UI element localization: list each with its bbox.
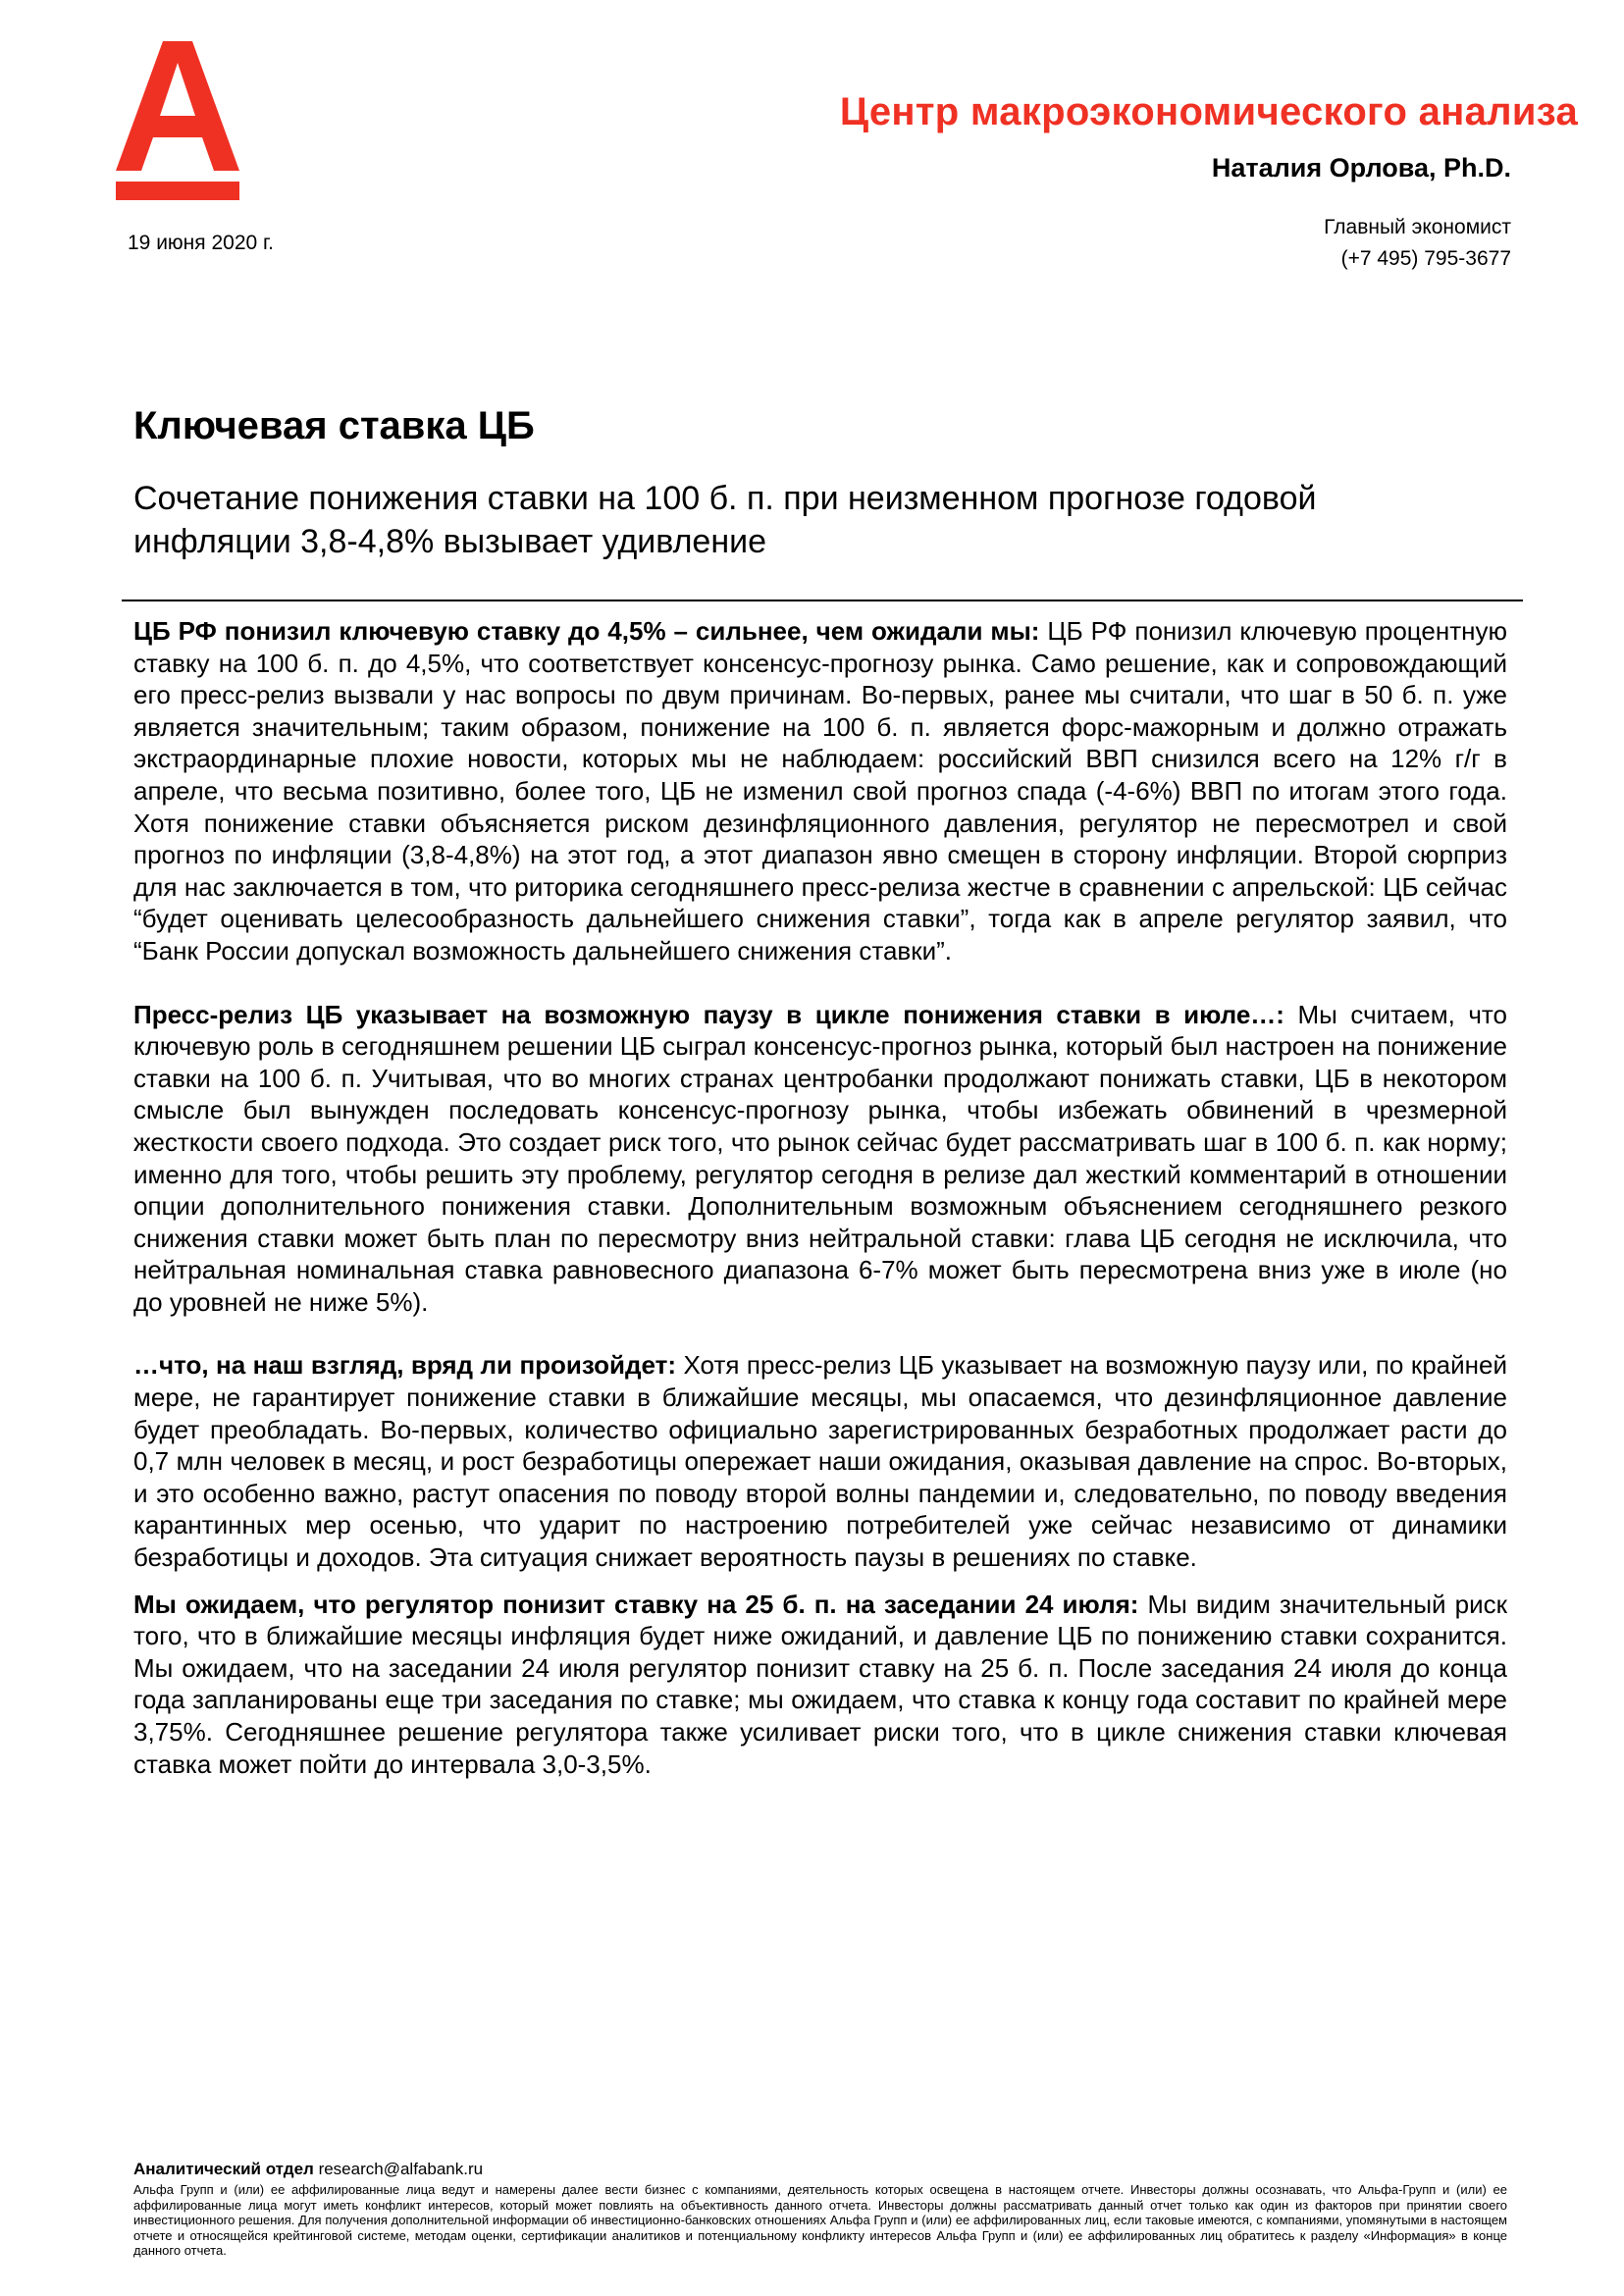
author-name: Наталия Орлова, Ph.D. <box>1211 153 1511 183</box>
disclaimer: Альфа Групп и (или) ее аффилированные лица ведут и намерены далее вести бизнес с компаниями, деятельность которых освещена в настоящем отчете. Инвесторы должны осознавать, что Альфа-Групп и (или) ее аффилированные лица могут иметь конфликт интересов, который может повлиять на объективность данного отчета. Инвесторы должны рассматривать данный отчет только как один из факторов при принятии своего инвестиционного решения. Для получения дополнительной информации об инвестиционно-банковских отношениях Альфа Групп и (или) ее аффилированных лиц, если таковые имеются, с компаниями, упомянутыми в настоящем отчете и относящейся крейтинговой системе, методам оценки, сертификации аналитиков и потенциальному конфликту интересов Альфа Групп и (или) ее аффилированных лиц обратитесь к разделу «Информация» в конце данного отчета. <box>133 2182 1507 2258</box>
footer-contact <box>133 2160 1507 2179</box>
paragraph-text: Мы видим значительный риск того, что в ближайшие месяцы инфляция будет ниже ожиданий, и давление ЦБ по понижению ставки сохранится. Мы ожидаем, что на заседании 24 июля регулятор понизит ставку на 25 б. п. После заседания 24 июля до конца года запланированы еще три заседания по ставке; мы ожидаем, что ставка к концу года составит по крайней мере 3,75%. Сегодняшнее решение регулятора также усиливает риски того, что в цикле снижения ставки ключевая ставка может пойти до интервала 3,0-3,5%. <box>133 1589 1507 1779</box>
paragraph-text: Хотя пресс-релиз ЦБ указывает на возможную паузу или, по крайней мере, не гарантирует понижение ставки в ближайшие месяцы, мы опасаемся, что дезинфляционное давление будет преобладать. Во-первых, количество официально зарегистрированных безработных продолжает расти до 0,7 млн человек в месяц, и рост безработицы опережает наши ожидания, оказывая давление на спрос. Во-вторых, и это особенно важно, растут опасения по поводу второй волны пандемии и, следовательно, по поводу введения карантинных мер осенью, что ударит по настроению потребителей уже сейчас независимо от динамики безработицы и доходов. Эта ситуация снижает вероятность паузы в решениях по ставке. <box>133 1350 1507 1573</box>
report-title: Ключевая ставка ЦБ <box>133 404 535 447</box>
report-subtitle: Сочетание понижения ставки на 100 б. п. при неизменном прогнозе годовой инфляции 3,8-4,8% вызывает удивление <box>133 480 1317 560</box>
paragraph-lead: Пресс-релиз ЦБ указывает на возможную паузу в цикле понижения ставки в июле…: <box>133 999 1284 1029</box>
paragraph <box>133 1589 1507 1781</box>
alfa-bank-logo-icon <box>116 41 239 200</box>
author-position: Главный экономист <box>1324 216 1511 238</box>
author-contact <box>1324 212 1511 275</box>
author-phone: (+7 495) 795-3677 <box>1340 247 1511 270</box>
paragraph-lead: …что, на наш взгляд, вряд ли произойдет: <box>133 1350 677 1381</box>
research-email[interactable]: research@alfabank.ru <box>318 2160 484 2178</box>
center-title: Центр макроэкономического анализа <box>839 90 1578 133</box>
report-date: 19 июня 2020 г. <box>128 232 274 254</box>
paragraph-text: Мы считаем, что ключевую роль в сегодняшнем решении ЦБ сыграл консенсус-прогноз рынка, который был настроен на понижение ставки на 100 б. п. Учитывая, что во многих странах центробанки продолжают понижать ставки, ЦБ в некотором смысле был вынужден последовать консенсус-прогнозу рынка, чтобы избежать обвинений в чрезмерной жесткости своего подхода. Это создает риск того, что рынок сейчас будет рассматривать шаг в 100 б. п. как норму; именно для того, чтобы решить эту проблему, регулятор сегодня в релизе дал жесткий комментарий в отношении опции дополнительного понижения ставки. Дополнительным возможным объяснением сегодняшнего резкого снижения ставки может быть план по пересмотру вниз нейтральной ставки: глава ЦБ сегодня не исключила, что нейтральная номинальная ставка равновесного диапазона 6-7% может быть пересмотрена вниз уже в июле (но до уровней не ниже 5%). <box>133 999 1507 1317</box>
paragraph <box>133 999 1507 1319</box>
report-body <box>133 615 1507 1780</box>
paragraph-lead: Мы ожидаем, что регулятор понизит ставку на 25 б. п. на заседании 24 июля: <box>133 1589 1139 1619</box>
department-name: Аналитический отдел <box>133 2160 314 2178</box>
paragraph-lead: ЦБ РФ понизил ключевую ставку до 4,5% – сильнее, чем ожидали мы: <box>133 616 1040 646</box>
footer <box>133 2160 1507 2259</box>
paragraph-text: ЦБ РФ понизил ключевую процентную ставку на 100 б. п. до 4,5%, что соответствует консенсус-прогнозу рынка. Само решение, как и сопровождающий его пресс-релиз вызвали у нас вопросы по двум причинам. Во-первых, ранее мы считали, что шаг в 50 б. п. уже является значительным; таким образом, понижение на 100 б. п. является форс-мажорным и должно отражать экстраординарные плохие новости, которых мы не наблюдаем: российский ВВП снизился всего на 12% г/г в апреле, что весьма позитивно, более того, ЦБ не изменил свой прогноз спада (-4-6%) ВВП по итогам этого года. Хотя понижение ставки объясняется риском дезинфляционного давления, регулятор не пересмотрел и свой прогноз по инфляции (3,8-4,8%) на этот год, а этот диапазон явно смещен в сторону инфляции. Второй сюрприз для нас заключается в том, что риторика сегодняшнего пресс-релиза жестче в сравнении с апрельской: ЦБ сейчас “будет оценивать целесообразность дальнейшего снижения ставки”, тогда как в апреле регулятор заявил, что “Банк России допускал возможность дальнейшего снижения ставки”. <box>133 616 1507 965</box>
paragraph <box>133 615 1507 967</box>
title-divider <box>122 600 1523 601</box>
paragraph <box>133 1349 1507 1573</box>
